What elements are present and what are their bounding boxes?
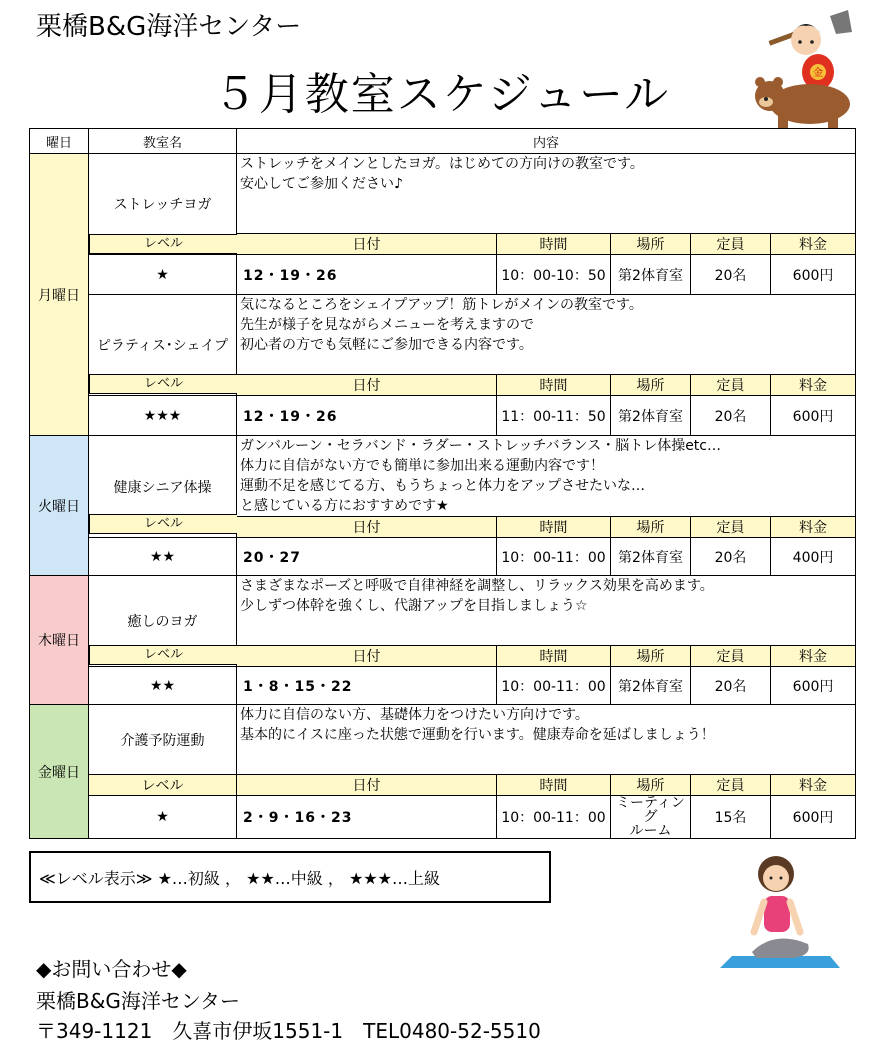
class-fee: 600円: [771, 796, 856, 839]
sub-date: 日付: [237, 517, 497, 538]
sub-capacity: 定員: [691, 775, 771, 796]
sub-time: 時間: [497, 375, 611, 396]
table-row: [30, 396, 856, 436]
class-place: 第2体育室: [611, 255, 691, 295]
class-dates: 12・19・26: [237, 396, 497, 436]
sub-fee: 料金: [771, 375, 856, 396]
class-capacity: 20名: [691, 538, 771, 576]
sub-time: 時間: [497, 775, 611, 796]
class-place: 第2体育室: [611, 667, 691, 705]
class-fee: 600円: [771, 396, 856, 436]
class-time: 10：00-11：00: [497, 667, 611, 705]
level-stars: ★★: [89, 667, 237, 705]
sub-place: 場所: [611, 234, 691, 255]
class-capacity: 20名: [691, 255, 771, 295]
class-description: 体力に自信のない方、基礎体力をつけたい方向けです。 基本的にイスに座った状態で運動を行います。健康寿命を延ばしましょう！: [237, 705, 856, 775]
sub-time: 時間: [497, 517, 611, 538]
table-row: [30, 705, 856, 775]
sub-date: 日付: [237, 775, 497, 796]
col-class-header: 教室名: [89, 129, 237, 154]
sub-capacity: 定員: [691, 646, 771, 667]
level-label-mon1: レベル: [89, 234, 237, 254]
class-time: 10：00-11：00: [497, 538, 611, 576]
sub-date: 日付: [237, 375, 497, 396]
sub-place: 場所: [611, 517, 691, 538]
day-monday: 月曜日: [30, 154, 89, 436]
contact-heading: ◆お問い合わせ◆: [36, 957, 187, 981]
class-fee: 400円: [771, 538, 856, 576]
class-name: 介護予防運動: [89, 705, 237, 775]
class-name: 癒しのヨガ: [89, 576, 237, 667]
sub-level: レベル: [89, 775, 237, 796]
contact-name: 栗橋B&G海洋センター: [36, 989, 241, 1013]
sub-capacity: 定員: [691, 234, 771, 255]
class-dates: 20・27: [237, 538, 497, 576]
table-row: [30, 154, 856, 234]
class-name: ピラティス･シェイプ: [89, 295, 237, 396]
class-time: 10：00-10：50: [497, 255, 611, 295]
sub-time: 時間: [497, 234, 611, 255]
level-stars: ★★: [89, 538, 237, 576]
class-description: さまざまなポーズと呼吸で自律神経を調整し、リラックス効果を高めます。 少しずつ体幹を強くし、代謝アップを目指しましょう☆: [237, 576, 856, 646]
col-day-header: 曜日: [30, 129, 89, 154]
class-time: 11：00-11：50: [497, 396, 611, 436]
sub-fee: 料金: [771, 517, 856, 538]
day-tuesday: 火曜日: [30, 436, 89, 576]
sub-fee: 料金: [771, 775, 856, 796]
table-row: [30, 295, 856, 375]
sub-time: 時間: [497, 646, 611, 667]
class-place: 第2体育室: [611, 538, 691, 576]
table-row: [30, 255, 856, 295]
class-dates: 2・9・16・23: [237, 796, 497, 839]
level-legend: ≪レベル表示≫ ★…初級 ， ★★…中級 ， ★★★…上級: [29, 851, 551, 903]
table-row: [30, 538, 856, 576]
class-place: 第2体育室: [611, 396, 691, 436]
class-capacity: 20名: [691, 396, 771, 436]
table-row: [30, 436, 856, 517]
class-dates: 1・8・15・22: [237, 667, 497, 705]
sub-place: 場所: [611, 375, 691, 396]
sub-capacity: 定員: [691, 517, 771, 538]
class-description: ストレッチをメインとしたヨガ。はじめての方向けの教室です。 安心してご参加ください♪: [237, 154, 856, 234]
level-stars: ★: [89, 796, 237, 839]
level-stars: ★★★: [89, 396, 237, 436]
svg-text:金: 金: [813, 68, 823, 79]
sub-fee: 料金: [771, 646, 856, 667]
level-label-mon2: レベル: [89, 374, 237, 394]
class-fee: 600円: [771, 255, 856, 295]
class-capacity: 15名: [691, 796, 771, 839]
col-content-header: 内容: [237, 129, 856, 154]
level-stars: ★: [89, 255, 237, 295]
level-label-tue: レベル: [89, 514, 237, 534]
class-capacity: 20名: [691, 667, 771, 705]
table-row: [30, 796, 856, 839]
class-place: ミーティング ルーム: [611, 796, 691, 839]
class-dates: 12・19・26: [237, 255, 497, 295]
sub-place: 場所: [611, 775, 691, 796]
day-thursday: 木曜日: [30, 576, 89, 705]
table-row: [30, 576, 856, 646]
class-name: 健康シニア体操: [89, 436, 237, 538]
sub-capacity: 定員: [691, 375, 771, 396]
class-name: ストレッチヨガ: [89, 154, 237, 255]
class-description: 気になるところをシェイプアップ！筋トレがメインの教室です。 先生が様子を見ながらメニューを考えますので 初心者の方でも気軽にご参加できる内容です。: [237, 295, 856, 375]
kintaro-on-bear-illustration: [748, 4, 858, 130]
sub-fee: 料金: [771, 234, 856, 255]
yoga-woman-illustration: [712, 852, 852, 974]
class-time: 10：00-11：00: [497, 796, 611, 839]
sub-date: 日付: [237, 234, 497, 255]
table-row: [30, 667, 856, 705]
sub-place: 場所: [611, 646, 691, 667]
org-title: 栗橋B&G海洋センター: [36, 12, 302, 42]
table-header-row: [30, 129, 856, 154]
class-description: ガンバルーン・セラバンド・ラダー・ストレッチバランス・脳トレ体操etc… 体力に自信がない方でも簡単に参加出来る運動内容です！ 運動不足を感じてる方、もうちょっと体力をアップさせたいな… と感じている方におすすめです★: [237, 436, 856, 517]
page-title: ５月教室スケジュール: [212, 69, 671, 120]
sub-date: 日付: [237, 646, 497, 667]
class-fee: 600円: [771, 667, 856, 705]
sub-header-row: [30, 775, 856, 796]
contact-address: 〒349-1121 久喜市伊坂1551-1 TEL0480-52-5510: [36, 1019, 541, 1043]
day-friday: 金曜日: [30, 705, 89, 839]
level-label-thu: レベル: [89, 645, 237, 665]
